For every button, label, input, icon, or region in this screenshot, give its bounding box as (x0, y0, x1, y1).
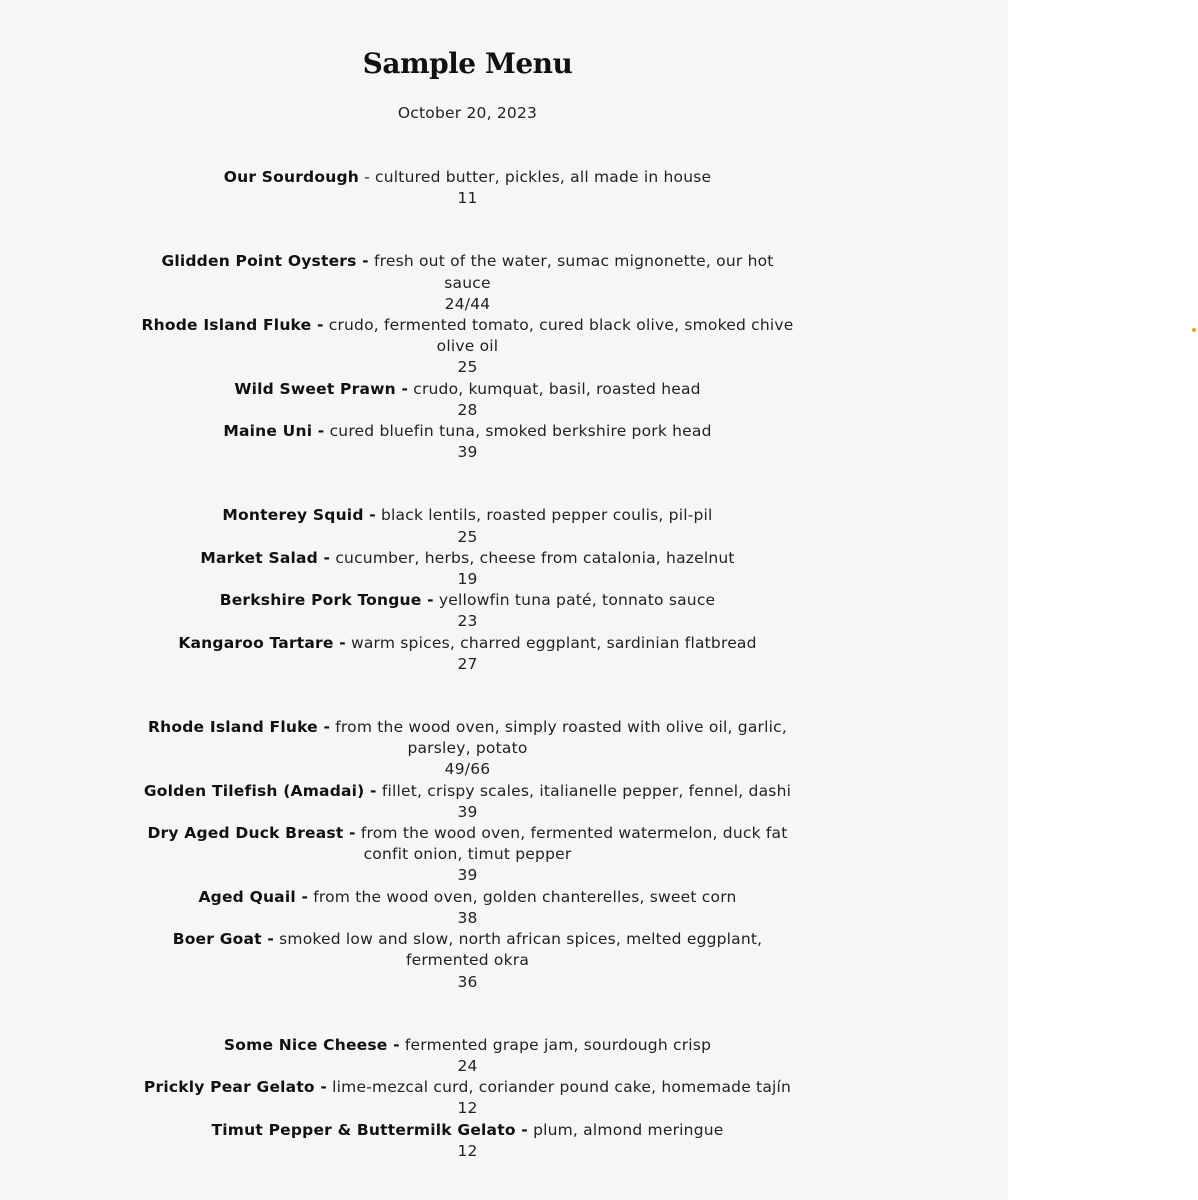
menu-date: October 20, 2023 (397, 104, 538, 122)
menu-item-price: 12 (457, 1141, 478, 1160)
menu-item-price: 38 (457, 908, 478, 927)
menu-item-price: 49/66 (444, 760, 491, 779)
menu-item (140, 590, 795, 632)
menu-item (140, 1120, 795, 1162)
menu-item (140, 421, 795, 463)
menu-sections (140, 167, 795, 1162)
menu-item-name: Market Salad - (200, 548, 331, 567)
menu-item-name: Maine Uni - (223, 422, 325, 441)
menu-item-description: crudo, kumquat, basil, roasted head (413, 379, 701, 398)
menu-item-name: Dry Aged Duck Breast - (147, 824, 356, 843)
menu-item-name: Kangaroo Tartare - (178, 633, 346, 652)
menu-item (140, 781, 795, 823)
menu-item-price: 39 (457, 866, 478, 885)
menu-item-description: crudo, fermented tomato, cured black olive, smoked chive olive oil (328, 316, 794, 356)
menu-item-description: fresh out of the water, sumac mignonette, our hot sauce (373, 252, 774, 292)
menu-item-price: 36 (457, 972, 478, 991)
menu-item (140, 717, 795, 781)
menu-item-price: 39 (457, 802, 478, 821)
menu-item-price: 28 (457, 400, 478, 419)
menu-item-name: Golden Tilefish (Amadai) - (143, 781, 377, 800)
menu-item (140, 167, 795, 209)
menu-item-description: from the wood oven, golden chanterelles, sweet corn (313, 887, 737, 906)
menu-item-price: 19 (457, 570, 478, 589)
menu-item-description: warm spices, charred eggplant, sardinian flatbread (350, 633, 757, 652)
menu-item-price: 23 (457, 612, 478, 631)
menu-section (140, 717, 795, 993)
menu-item-description: plum, almond meringue (533, 1120, 724, 1139)
menu-item (140, 823, 795, 887)
menu-item-price: 12 (457, 1099, 478, 1118)
menu-item-description: cultured butter, pickles, all made in house (375, 168, 712, 186)
menu-item-name: Our Sourdough (223, 168, 359, 186)
menu-section (140, 1035, 795, 1162)
menu-item (140, 633, 795, 675)
menu-section (140, 251, 795, 463)
menu-section (140, 505, 795, 675)
menu-item-price: 27 (457, 654, 478, 673)
menu-item-name: Rhode Island Fluke - (141, 316, 324, 335)
menu-item-name: Berkshire Pork Tongue - (219, 591, 434, 610)
menu-item-price: 25 (457, 358, 478, 377)
menu-item-price: 25 (457, 527, 478, 546)
menu-item-description: from the wood oven, simply roasted with olive oil, garlic, parsley, potato (335, 718, 787, 758)
menu-item-description: smoked low and slow, north african spices, melted eggplant, fermented okra (279, 930, 763, 970)
menu-item-name: Glidden Point Oysters - (161, 252, 369, 271)
menu-item-price: 24 (457, 1056, 478, 1075)
menu-section (140, 167, 795, 209)
menu-item-description: yellowfin tuna paté, tonnato sauce (438, 591, 716, 610)
menu-item (140, 379, 795, 421)
menu-item-name: Aged Quail - (198, 887, 309, 906)
menu-item-description: cucumber, herbs, cheese from catalonia, hazelnut (335, 548, 735, 567)
menu-item-price: 24/44 (444, 294, 491, 313)
menu-item-description: fermented grape jam, sourdough crisp (404, 1035, 712, 1054)
menu-item-description: from the wood oven, fermented watermelon, duck fat confit onion, timut pepper (360, 824, 788, 864)
menu-item (140, 505, 795, 547)
menu-item-description: fillet, crispy scales, italianelle pepper, fennel, dashi (381, 781, 792, 800)
menu-item-name: Rhode Island Fluke - (148, 718, 331, 737)
menu-item (140, 315, 795, 379)
menu-item-name: Some Nice Cheese - (223, 1035, 400, 1054)
menu-item-price: 11 (457, 189, 478, 208)
menu-item-name: Boer Goat - (172, 930, 274, 949)
menu-item-price: 39 (457, 443, 478, 462)
menu-item (140, 251, 795, 315)
menu-item (140, 1077, 795, 1119)
menu-item-description: black lentils, roasted pepper coulis, pil-pil (380, 506, 713, 525)
menu-item (140, 887, 795, 929)
menu-item-name: Prickly Pear Gelato - (143, 1078, 328, 1097)
menu-title: Sample Menu (362, 47, 573, 80)
menu-item-separator: - (358, 168, 376, 186)
menu-item-description: lime-mezcal curd, coriander pound cake, homemade tajín (332, 1078, 792, 1097)
menu-item (140, 1035, 795, 1077)
menu-item-name: Wild Sweet Prawn - (234, 379, 409, 398)
indicator-dot (1192, 328, 1196, 332)
menu (140, 44, 795, 1162)
menu-item (140, 548, 795, 590)
menu-item (140, 929, 795, 993)
menu-item-description: cured bluefin tuna, smoked berkshire pork head (329, 422, 712, 441)
menu-item-name: Timut Pepper & Buttermilk Gelato - (211, 1120, 528, 1139)
menu-item-name: Monterey Squid - (222, 506, 376, 525)
